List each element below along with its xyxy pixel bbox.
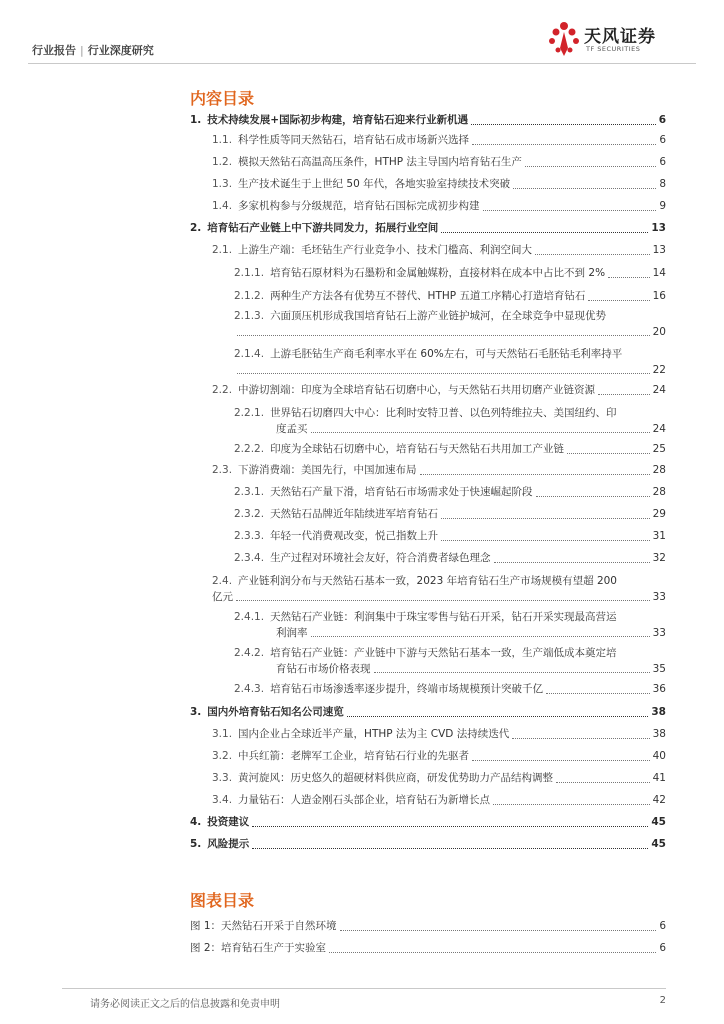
toc-entry[interactable]: 2.3.1. 天然钻石产量下滑，培育钻石市场需求处于快速崛起阶段 28 (234, 486, 666, 498)
brand-name-en: TF SECURITIES (586, 45, 641, 53)
toc-entry[interactable]: 2.2.1. 世界钻石切磨四大中心：比利时安特卫普、以色列特维拉夫、美国纽约、印 度孟买 24 (234, 407, 666, 435)
toc-entry[interactable]: 2.1.1. 培育钻石原材料为石墨粉和金属触媒粉，直接材料在成本中占比不到 2% 14 (234, 267, 666, 279)
toc-entry[interactable]: 2.2. 中游切割端：印度为全球培育钻石切磨中心，与天然钻石共用切磨产业链资源 24 (212, 384, 666, 396)
toc-entry[interactable]: 2.2.2. 印度为全球钻石切磨中心，培育钻石与天然钻石共用加工产业链 25 (234, 443, 666, 455)
toc-entry[interactable]: 2.4.1. 天然钻石产业链：利润集中于珠宝零售与钻石开采，钻石开采实现最高营运 利润率 33 (234, 611, 666, 639)
toc-entry[interactable]: 2.3. 下游消费端：美国先行，中国加速布局 28 (212, 464, 666, 476)
subcategory-label: 行业深度研究 (87, 44, 154, 57)
page-header (28, 0, 696, 64)
page-number: 2 (659, 995, 666, 1006)
disclaimer-text: 请务必阅读正文之后的信息披露和免责申明 (90, 999, 280, 1010)
toc-entry[interactable]: 1.2. 模拟天然钻石高温高压条件，HTHP 法主导国内培育钻石生产 6 (212, 156, 666, 168)
toc-title: 内容目录 (190, 89, 255, 108)
toc-entry[interactable]: 2.1.3. 六面顶压机形成我国培育钻石上游产业链护城河，在全球竞争中显现优势 20 (234, 310, 666, 338)
report-category: 行业报告 | 行业深度研究 (32, 44, 154, 57)
toc-entry[interactable]: 2. 培育钻石产业链上中下游共同发力，拓展行业空间 13 (190, 222, 666, 234)
toc-entry[interactable]: 2.1. 上游生产端：毛坯钻生产行业竞争小、技术门槛高、利润空间大 13 (212, 244, 666, 256)
toc-entry[interactable]: 3.1. 国内企业占全球近半产量，HTHP 法为主 CVD 法持续迭代 38 (212, 728, 666, 740)
toc-entry[interactable]: 3.3. 黄河旋风：历史悠久的超硬材料供应商，研发优势助力产品结构调整 41 (212, 772, 666, 784)
toc-entry[interactable]: 2.1.2. 两种生产方法各有优势互不替代、HTHP 五道工序精心打造培育钻石 16 (234, 290, 666, 302)
toc-entry[interactable]: 2.3.3. 年轻一代消费观改变，悦己指数上升 31 (234, 530, 666, 542)
tf-logo-icon (546, 18, 582, 60)
figure-list-title: 图表目录 (190, 891, 255, 910)
toc-entry[interactable]: 2.3.4. 生产过程对环境社会友好，符合消费者绿色理念 32 (234, 552, 666, 564)
figure-entry[interactable]: 图 1：天然钻石开采于自然环境 6 (190, 920, 666, 932)
toc-entry[interactable]: 1. 技术持续发展+国际初步构建，培育钻石迎来行业新机遇 6 (190, 114, 666, 126)
toc-entry[interactable]: 2.4. 产业链利润分布与天然钻石基本一致，2023 年培育钻石生产市场规模有望超 200 亿元 33 (212, 575, 666, 603)
brand-name-cn: 天风证券 (584, 27, 656, 47)
toc-entry[interactable]: 3.2. 中兵红箭：老牌军工企业，培育钻石行业的先驱者 40 (212, 750, 666, 762)
toc-entry[interactable]: 3.4. 力量钻石：人造金刚石头部企业，培育钻石为新增长点 42 (212, 794, 666, 806)
toc-entry[interactable]: 5. 风险提示 45 (190, 838, 666, 850)
page-footer (62, 988, 666, 1010)
toc-entry[interactable]: 2.4.2. 培育钻石产业链：产业链中下游与天然钻石基本一致，生产端低成本奠定培 育钻石市场价格表现 35 (234, 647, 666, 675)
toc-entry[interactable]: 3. 国内外培育钻石知名公司速览 38 (190, 706, 666, 718)
category-label: 行业报告 (32, 44, 76, 57)
toc-entry[interactable]: 4. 投资建议 45 (190, 816, 666, 828)
toc-entry[interactable]: 2.3.2. 天然钻石品牌近年陆续进军培育钻石 29 (234, 508, 666, 520)
figure-entry[interactable]: 图 2：培育钻石生产于实验室 6 (190, 942, 666, 954)
toc-entry[interactable]: 2.4.3. 培育钻石市场渗透率逐步提升，终端市场规模预计突破千亿 36 (234, 683, 666, 695)
brand-logo (546, 18, 696, 60)
toc-entry[interactable]: 1.1. 科学性质等同天然钻石，培育钻石成市场新兴选择 6 (212, 134, 666, 146)
toc-entry[interactable]: 2.1.4. 上游毛胚钻生产商毛利率水平在 60%左右，可与天然钻石毛胚钻毛利率持平 22 (234, 348, 666, 376)
toc-entry[interactable]: 1.4. 多家机构参与分级规范，培育钻石国标完成初步构建 9 (212, 200, 666, 212)
toc-entry[interactable]: 1.3. 生产技术诞生于上世纪 50 年代，各地实验室持续技术突破 8 (212, 178, 666, 190)
